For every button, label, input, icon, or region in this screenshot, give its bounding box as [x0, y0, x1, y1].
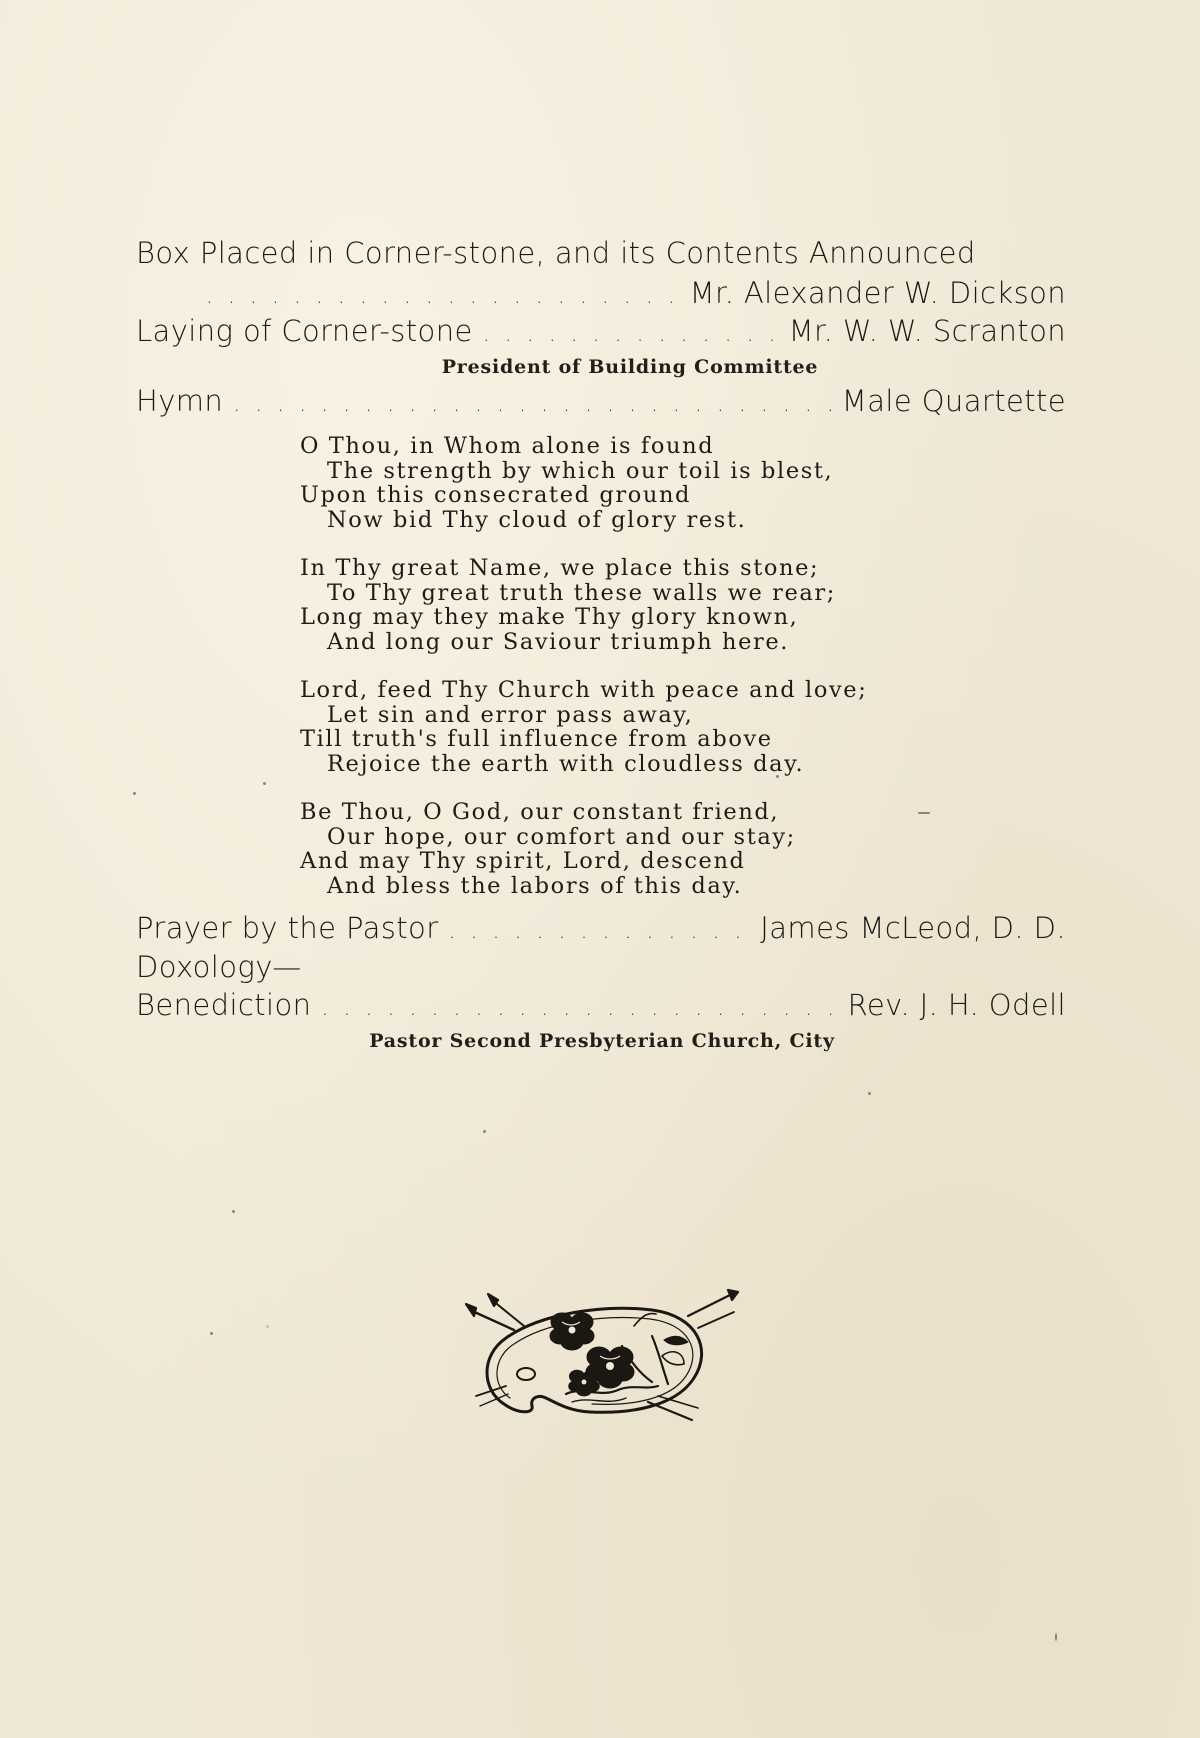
paper-speck: [263, 782, 266, 785]
hymn-stanza: [300, 556, 940, 654]
hymn-text: [300, 434, 940, 922]
hymn-verse-line: The strength by which our toil is blest,: [327, 457, 834, 484]
hymn-stanza: [300, 800, 940, 898]
program-item-label: Box Placed in Corner-stone, and its Contents Announced: [136, 236, 976, 270]
hymn-stanza: [300, 678, 940, 776]
hymn-verse-line: Upon this consecrated ground: [300, 482, 692, 508]
paper-speck: [133, 792, 136, 795]
palette-with-pansies-and-brushes-icon: [462, 1286, 740, 1424]
hymn-verse-line: Our hope, our comfort and our stay;: [327, 823, 796, 850]
hymn-verse-line: And long our Saviour triumph here.: [327, 628, 790, 655]
program-item-label: Hymn: [136, 384, 224, 418]
program-item-performer: Mr. Alexander W. Dickson: [689, 276, 1066, 310]
program-item-label: Doxology—: [136, 950, 302, 984]
hymn-verse-line: Let sin and error pass away,: [327, 701, 694, 728]
program-item-performer: Rev. J. H. Odell: [847, 988, 1066, 1022]
paper-speck: [868, 1092, 871, 1095]
program-item-performer: Male Quartette: [841, 384, 1066, 418]
hymn-stanza: [300, 434, 940, 532]
dotted-leader: [483, 322, 779, 347]
dotted-leader: [321, 996, 837, 1021]
program-item-doxology: [136, 950, 1066, 984]
hymn-verse-line: Lord, feed Thy Church with peace and love;: [300, 677, 868, 703]
program-item-laying: [136, 314, 1066, 348]
paper-speck: [483, 1130, 486, 1133]
hymn-verse-line: Now bid Thy cloud of glory rest.: [327, 506, 747, 533]
program-item-label: Benediction: [136, 988, 312, 1022]
program-item-performer: James McLeod, D. D.: [760, 911, 1066, 945]
program-item-caption: President of Building Committee: [441, 356, 819, 378]
program-item-performer: Mr. W. W. Scranton: [788, 314, 1066, 348]
dotted-leader: [206, 284, 680, 309]
hymn-verse-line: In Thy great Name, we place this stone;: [300, 555, 820, 581]
paper-speck: [210, 1332, 213, 1335]
program-item-label: Laying of Corner-stone: [136, 314, 473, 348]
paper-speck: [1055, 1633, 1057, 1641]
dotted-leader: [449, 919, 751, 944]
hymn-verse-line: And may Thy spirit, Lord, descend: [300, 848, 746, 874]
dotted-leader: [233, 392, 832, 417]
program-item-benediction: [136, 988, 1066, 1022]
hymn-verse-line: Be Thou, O God, our constant friend,: [300, 799, 780, 825]
program-item-caption: Pastor Second Presbyterian Church, City: [369, 1030, 835, 1052]
paper-speck: [266, 1325, 269, 1328]
hymn-verse-line: To Thy great truth these walls we rear;: [327, 579, 836, 606]
program-item-hymn: [136, 384, 1066, 418]
hymn-verse-line: Rejoice the earth with cloudless day.: [327, 750, 805, 777]
program-item-label: Prayer by the Pastor: [136, 911, 439, 945]
hymn-verse-line: O Thou, in Whom alone is found: [300, 433, 715, 459]
paper-speck: [232, 1210, 235, 1213]
program-item-prayer: [136, 911, 1066, 945]
hymn-verse-line: And bless the labors of this day.: [327, 872, 743, 899]
program-item-box-label: [136, 236, 1066, 270]
hymn-verse-line: Long may they make Thy glory known,: [300, 604, 799, 630]
program-item-box-performer-line: [136, 276, 1066, 310]
hymn-verse-line: Till truth's full influence from above: [300, 726, 773, 752]
